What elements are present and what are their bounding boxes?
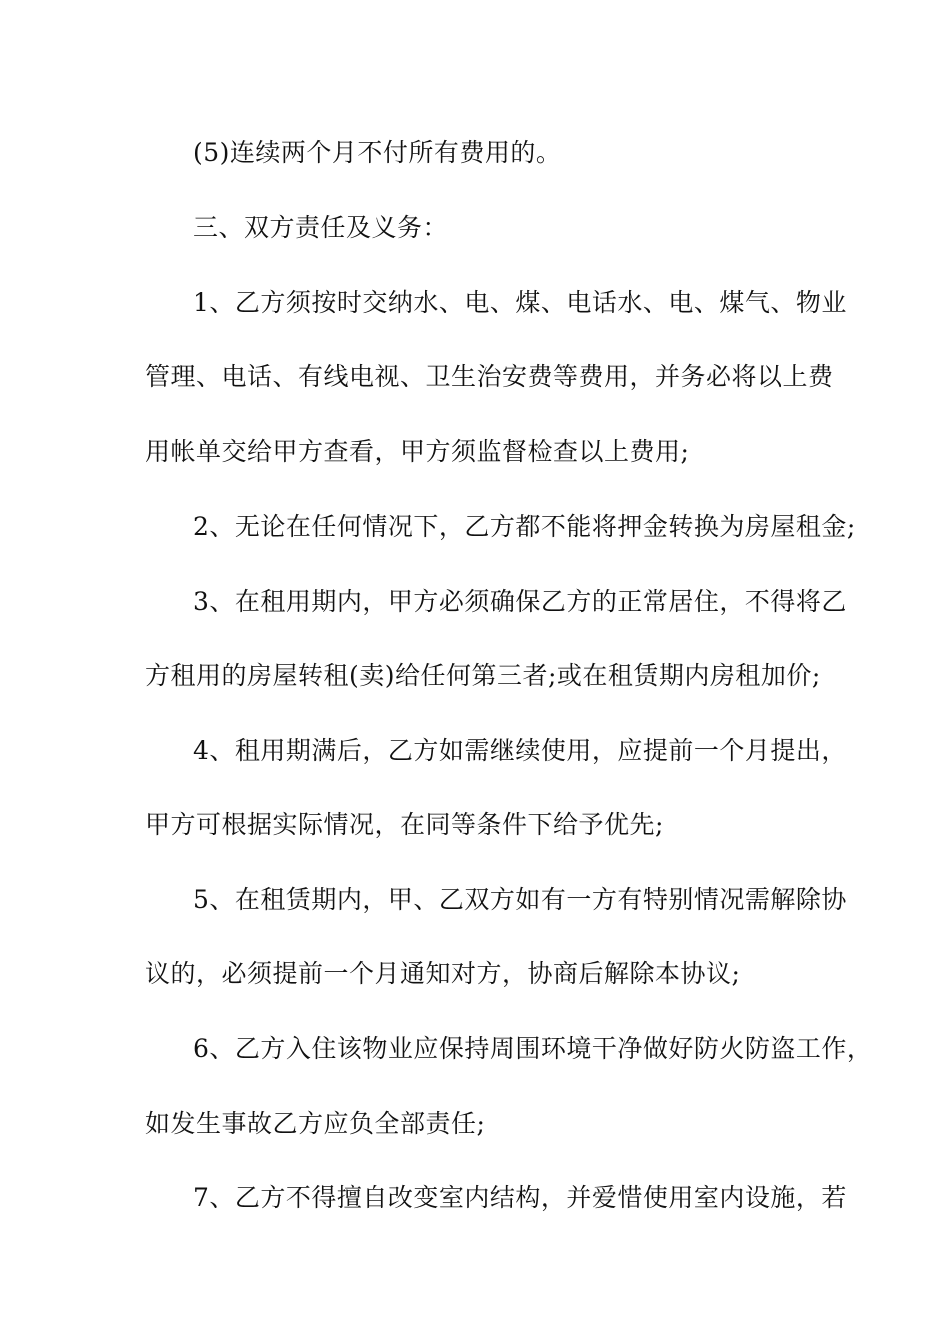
text-line: 5、在租赁期内，甲、乙双方如有一方有特别情况需解除协 [193, 885, 847, 914]
text-line: 用帐单交给甲方查看，甲方须监督检查以上费用; [145, 437, 690, 466]
text-line: 6、乙方入住该物业应保持周围环境干净做好防火防盗工作， [193, 1034, 873, 1063]
text-line: 甲方可根据实际情况，在同等条件下给予优先; [145, 810, 664, 839]
text-line: 管理、电话、有线电视、卫生治安费等费用，并务必将以上费 [145, 362, 834, 391]
text-line: 3、在租用期内，甲方必须确保乙方的正常居住，不得将乙 [193, 587, 847, 616]
text-line: 4、租用期满后，乙方如需继续使用，应提前一个月提出， [193, 736, 847, 765]
text-line: (5)连续两个月不付所有费用的。 [193, 138, 562, 167]
text-line: 1、乙方须按时交纳水、电、煤、电话水、电、煤气、物业 [193, 288, 847, 317]
section-heading: 三、双方责任及义务： [193, 213, 449, 242]
text-line: 7、乙方不得擅自改变室内结构，并爱惜使用室内设施，若 [193, 1183, 847, 1212]
text-line: 方租用的房屋转租(卖)给任何第三者;或在租赁期内房租加价; [145, 661, 821, 690]
text-line: 议的，必须提前一个月通知对方，协商后解除本协议; [145, 959, 741, 988]
text-line: 如发生事故乙方应负全部责任; [145, 1109, 486, 1138]
text-line: 2、无论在任何情况下，乙方都不能将押金转换为房屋租金; [193, 512, 856, 541]
